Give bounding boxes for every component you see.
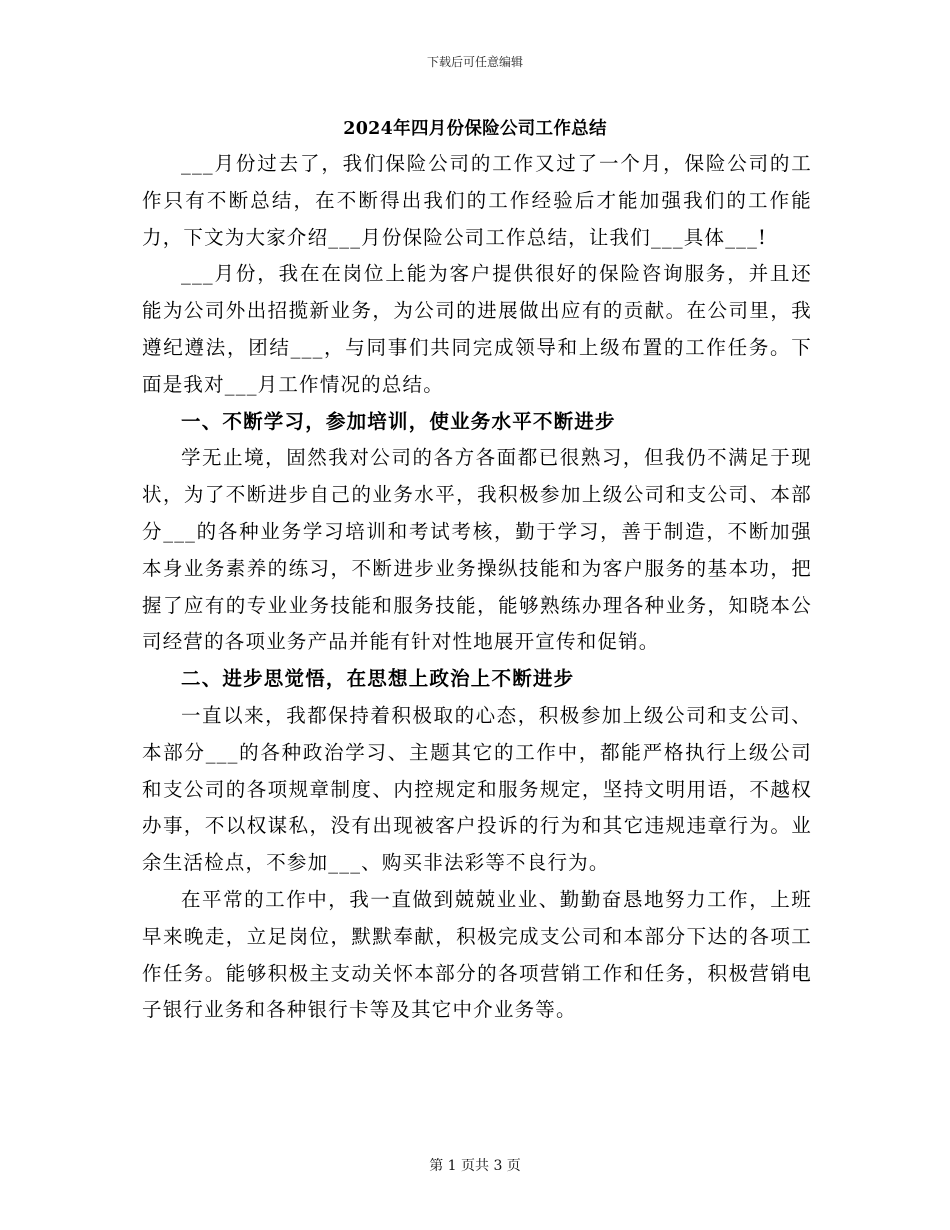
page-footer: 第 1 页共 3 页	[429, 1158, 521, 1174]
section-heading: 二、进步思觉悟，在思想上政治上不断进步	[181, 667, 575, 691]
section-paragraph: 学无止境，固然我对公司的各方各面都已很熟习，但我仍不满足于现状，为了不断进步自己的业务水平，我积极参加上级公司和支公司、本部分___的各种业务学习培训和考试考核，勤于学习，善于制造，不断加强本身业务素养的练习，不断进步业务操纵技能和为客户服务的基本功，把握了应有的专业业务技能和服务技能，能够熟练办理各种业务，知晓本公司经营的各项业务产品并能有针对性地展开宣传和促销。	[142, 446, 812, 654]
header-note: 下载后可任意编辑	[426, 55, 523, 69]
document-title: 2024年四月份保险公司工作总结	[343, 119, 607, 139]
section-paragraph: 一直以来，我都保持着积极取的心态，积极参加上级公司和支公司、本部分___的各种政治学习、主题其它的工作中，都能严格执行上级公司和支公司的各项规章制度、内控规定和服务规定，坚持文明用语，不越权办事，不以权谋私，没有出现被客户投诉的行为和其它违规违章行为。业余生活检点，不参加___、购买非法彩等不良行为。	[142, 703, 812, 875]
intro-paragraph: ___月份过去了，我们保险公司的工作又过了一个月，保险公司的工作只有不断总结，在不断得出我们的工作经验后才能加强我们的工作能力，下文为大家介绍___月份保险公司工作总结，让我们___具体___!	[142, 152, 812, 249]
intro-paragraph: ___月份，我在在岗位上能为客户提供很好的保险咨询服务，并且还能为公司外出招揽新业务，为公司的进展做出应有的贡献。在公司里，我遵纪遵法，团结___，与同事们共同完成领导和上级布置的工作任务。下面是我对___月工作情况的总结。	[142, 262, 812, 396]
section-paragraph: 在平常的工作中，我一直做到兢兢业业、勤勤奋恳地努力工作，上班早来晚走，立足岗位，默默奉献，积极完成支公司和本部分下达的各项工作任务。能够积极主支动关怀本部分的各项营销工作和任务，积极营销电子银行业务和各种银行卡等及其它中介业务等。	[142, 887, 812, 1022]
section-heading: 一、不断学习，参加培训，使业务水平不断进步	[181, 409, 616, 433]
document-body	[142, 146, 812, 1029]
